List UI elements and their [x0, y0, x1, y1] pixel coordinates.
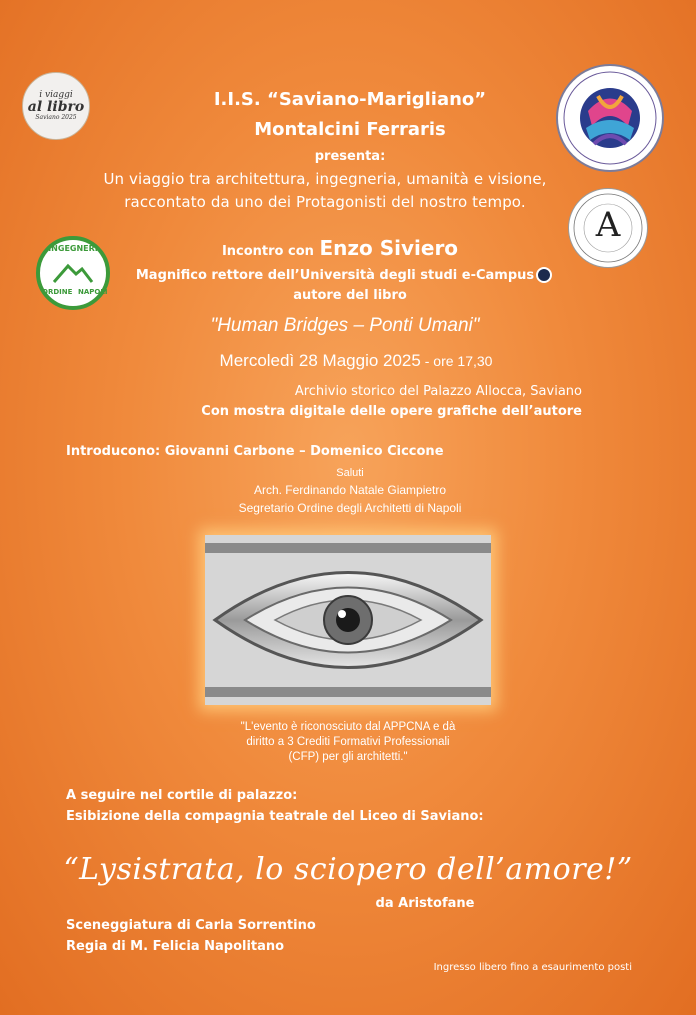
play-author: da Aristofane — [375, 896, 475, 911]
free-entry-note: Ingresso libero fino a esaurimento posti — [433, 962, 632, 973]
credits-line-2: diritto a 3 Crediti Formativi Professionali — [246, 736, 450, 748]
director-credit: Regia di M. Felicia Napolitano — [66, 939, 285, 954]
speaker-name: Enzo Siviero — [319, 236, 459, 260]
school-logo-emblem-icon — [558, 66, 662, 170]
intro-line-1: Un viaggio tra architettura, ingegneria, umanità e visione, — [103, 170, 547, 188]
greetings-label: Saluti — [336, 467, 364, 479]
follow-performance: Esibizione della compagnia teatrale del Liceo di Saviano: — [66, 809, 484, 824]
follow-courtyard: A seguire nel cortile di palazzo: — [66, 788, 298, 803]
event-time: - ore 17,30 — [420, 353, 493, 369]
speaker-role: Magnifico rettore dell’Università degli studi e-Campus — [135, 268, 535, 283]
event-date-text: Mercoledì 28 Maggio 2025 — [219, 351, 421, 370]
eye-artwork-image — [205, 535, 491, 705]
book-title: "Human Bridges – Ponti Umani" — [210, 315, 480, 336]
school-name: I.I.S. “Saviano-Marigliano” — [213, 89, 487, 110]
greeter-role: Segretario Ordine degli Architetti di Napoli — [238, 501, 462, 515]
school-subname: Montalcini Ferraris — [254, 119, 446, 140]
intro-line-2: raccontato da uno dei Protagonisti del nostro tempo. — [124, 193, 526, 211]
introducers: Introducono: Giovanni Carbone – Domenico Ciccone — [66, 444, 444, 459]
screenplay-credit: Sceneggiatura di Carla Sorrentino — [66, 918, 316, 933]
credits-line-3: (CFP) per gli architetti." — [288, 751, 408, 763]
book-logo-line2: al libro — [27, 99, 85, 115]
mountain-icon — [52, 260, 94, 286]
architects-letter: A — [595, 205, 621, 245]
exhibit-note: Con mostra digitale delle opere grafiche dell’autore — [201, 404, 582, 419]
school-logo — [556, 64, 664, 172]
author-of-label: autore del libro — [293, 288, 407, 303]
play-title: “Lysistrata, lo sciopero dell’amore!” — [63, 852, 633, 887]
event-date — [146, 351, 566, 371]
engineers-logo-top: INGEGNERI — [48, 244, 98, 253]
credits-line-1: "L'evento è riconosciuto dal APPCNA e dà — [240, 721, 456, 733]
presents-label: presenta: — [314, 149, 386, 164]
meeting-heading — [150, 236, 530, 260]
eye-icon — [205, 535, 491, 705]
book-logo-line1: i viaggi — [39, 90, 73, 100]
engineers-logo-bottom-right: NAPOLI — [78, 288, 108, 296]
event-venue: Archivio storico del Palazzo Allocca, Saviano — [294, 384, 582, 399]
book-logo-line3: Saviano 2025 — [35, 114, 77, 121]
engineers-logo-bottom-left: ORDINE — [42, 288, 73, 296]
credits-note — [198, 720, 498, 765]
engineers-order-logo — [36, 236, 110, 310]
greeter-name: Arch. Ferdinando Natale Giampietro — [253, 483, 447, 497]
book-event-logo — [22, 72, 90, 140]
meeting-prefix: Incontro con — [221, 244, 314, 259]
